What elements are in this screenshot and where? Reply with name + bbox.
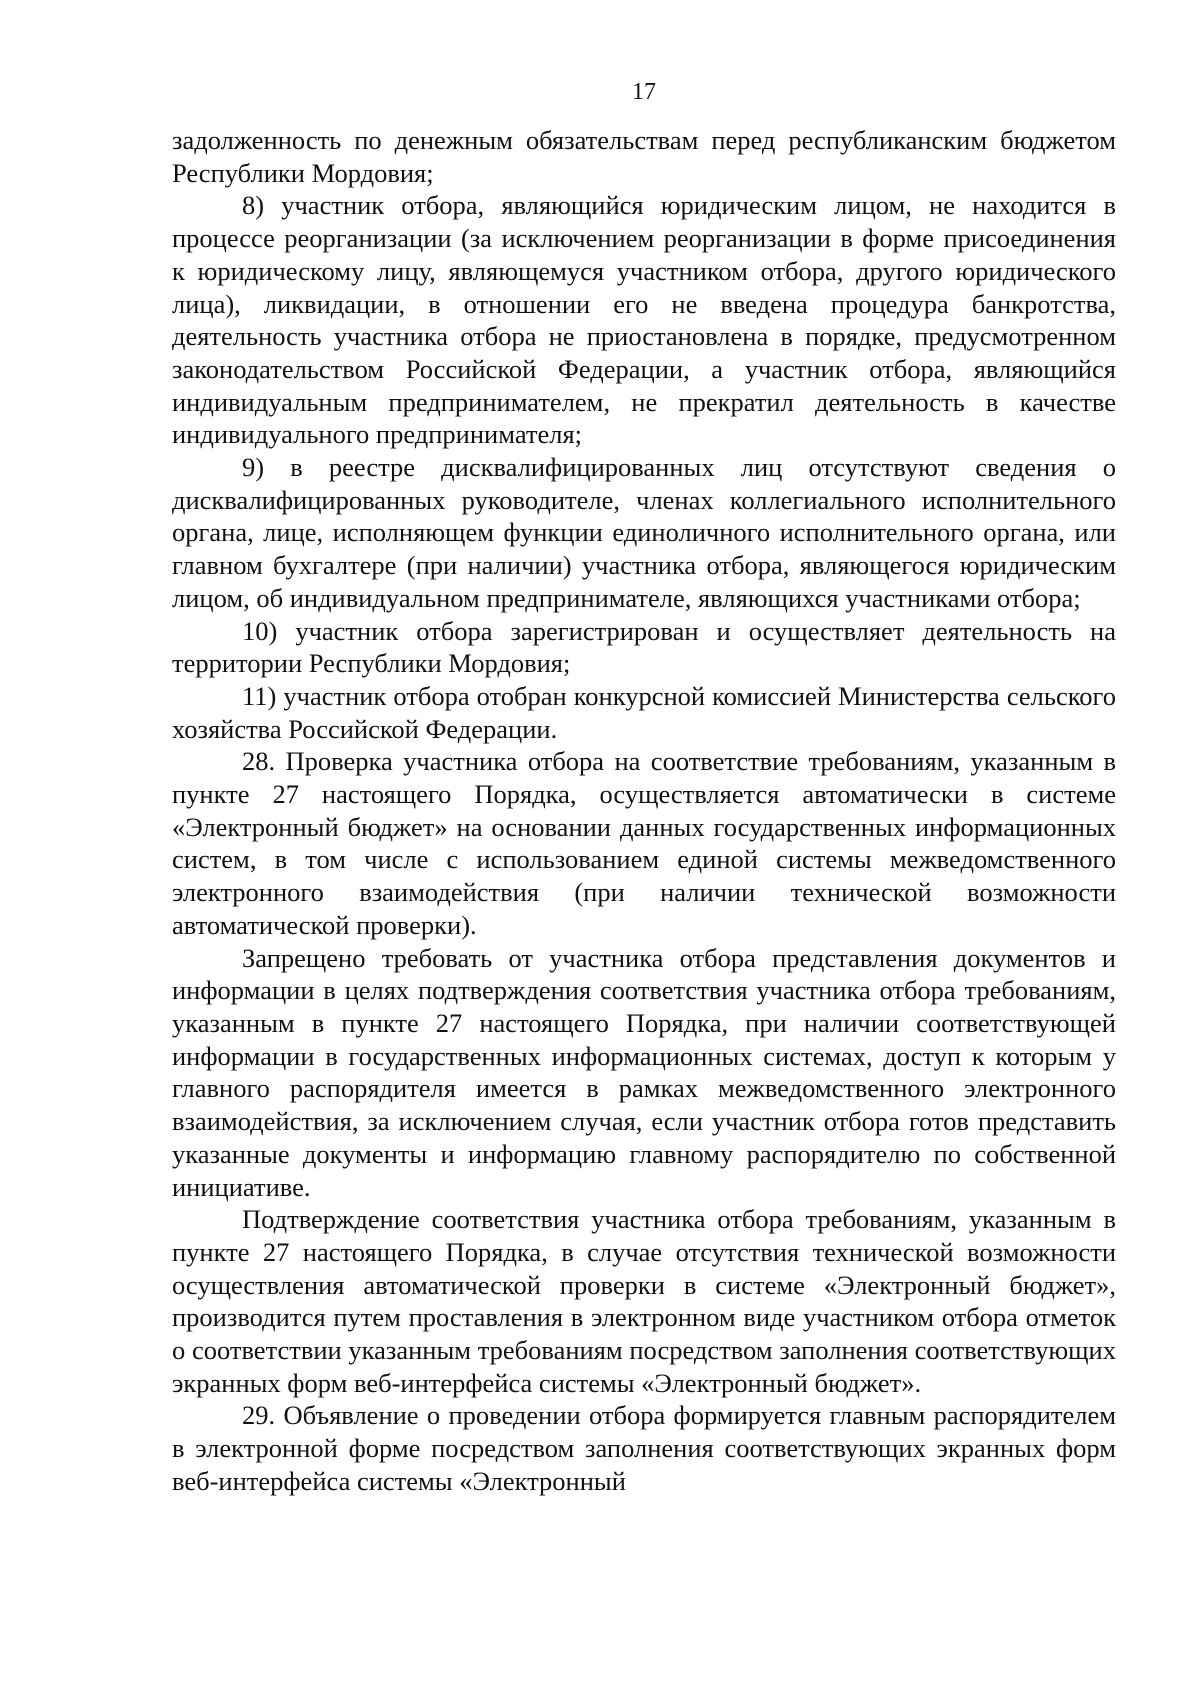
paragraph-section-29: 29. Объявление о проведении отбора формируется главным распорядителем в электронной форме посредством заполнения соответствующих экранных форм веб-интерфейса системы «Электронный (172, 1400, 1116, 1496)
paragraph-item-11: 11) участник отбора отобран конкурсной комиссией Министерства сельского хозяйства Российской Федерации. (172, 680, 1116, 744)
paragraph-prohibition: Запрещено требовать от участника отбора представления документов и информации в целях подтверждения соответствия участника отбора требованиям, указанным в пункте 27 настоящего Порядка, при наличии соответствующей информации в государственных информационных системах, доступ к которым у главного распорядителя имеется в рамках межведомственного электронного взаимодействия, за исключением случая, если участник отбора готов представить указанные документы и информацию главному распорядителю по собственной инициативе. (172, 942, 1116, 1202)
paragraph-item-10: 10) участник отбора зарегистрирован и осуществляет деятельность на территории Республики Мордовия; (172, 615, 1116, 679)
paragraph-item-8: 8) участник отбора, являющийся юридическим лицом, не находится в процессе реорганизации (за исключением реорганизации в форме присоединения к юридическому лицу, являющемуся участником отбора, другого юридического лица), ликвидации, в отношении его не введена процедура банкротства, деятельность участника отбора не приостановлена в порядке, предусмотренном законодательством Российской Федерации, а участник отбора, являющийся индивидуальным предпринимателем, не прекратил деятельность в качестве индивидуального предпринимателя; (172, 190, 1116, 450)
paragraph-confirmation: Подтверждение соответствия участника отбора требованиям, указанным в пункте 27 настоящего Порядка, в случае отсутствия технической возможности осуществления автоматической проверки в системе «Электронный бюджет», производится путем проставления в электронном виде участником отбора отметок о соответствии указанным требованиям посредством заполнения соответствующих экранных форм веб-интерфейса системы «Электронный бюджет». (172, 1204, 1116, 1398)
paragraph-item-9: 9) в реестре дисквалифицированных лиц отсутствуют сведения о дисквалифицированных руководителе, членах коллегиального исполнительного органа, лице, исполняющем функции единоличного исполнительного органа, или главном бухгалтере (при наличии) участника отбора, являющегося юридическим лицом, об индивидуальном предпринимателе, являющихся участниками отбора; (172, 452, 1116, 613)
paragraph-debt-continuation: задолженность по денежным обязательствам перед республиканским бюджетом Республики Мордовия; (172, 125, 1116, 188)
document-body (172, 124, 1116, 1498)
paragraph-section-28: 28. Проверка участника отбора на соответствие требованиям, указанным в пункте 27 настоящего Порядка, осуществляется автоматически в системе «Электронный бюджет» на основании данных государственных информационных систем, в том числе с использованием единой системы межведомственного электронного взаимодействия (при наличии технической возможности автоматической проверки). (172, 746, 1116, 940)
page-number: 17 (632, 79, 656, 105)
